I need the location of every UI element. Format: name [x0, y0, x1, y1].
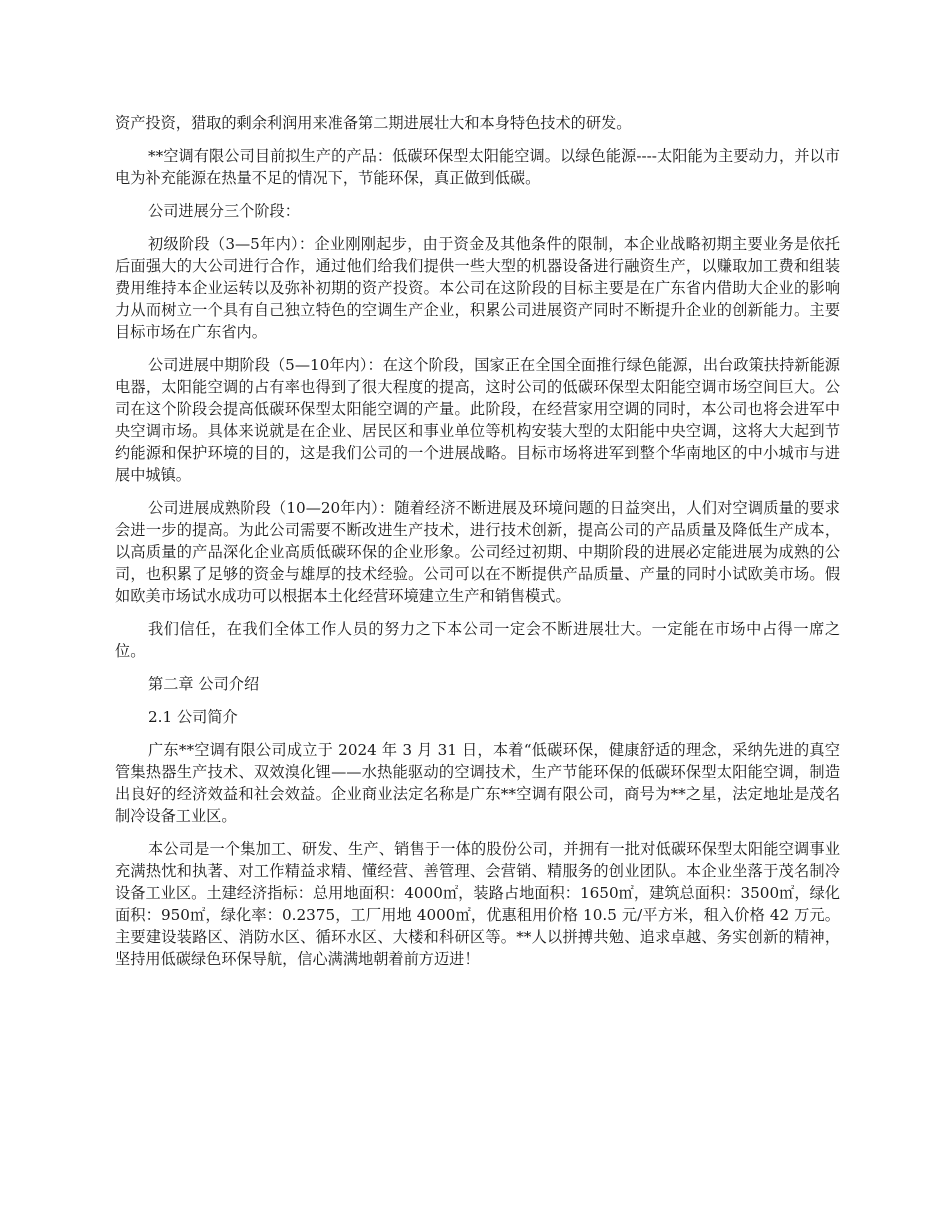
- paragraph-continuation: 资产投资，猎取的剩余利润用来准备第二期进展壮大和本身特色技术的研发。: [115, 114, 632, 132]
- paragraph-middle-stage: 公司进展中期阶段（5—10年内）：在这个阶段，国家正在全国全面推行绿色能源，出台政策扶持新能源电器，太阳能空调的占有率也得到了很大程度的提高，这时公司的低碳环保型太阳能空调市场空间巨大。公司在这个阶段会提高低碳环保型太阳能空调的产量。此阶段，在经营家用空调的同时，本公司也将会进军中央空调市场。具体来说就是在企业、居民区和事业单位等机构安装大型的太阳能中央空调，这将大大起到节约能源和保护环境的目的，这是我们公司的一个进展战略。目标市场将进军到整个华南地区的中小城市与进展中城镇。: [115, 356, 840, 484]
- paragraph-stages-intro: 公司进展分三个阶段：: [148, 202, 300, 220]
- chapter-heading: 第二章 公司介绍: [148, 675, 260, 693]
- paragraph-mature-stage: 公司进展成熟阶段（10—20年内）：随着经济不断进展及环境问题的日益突出，人们对空调质量的要求会进一步的提高。为此公司需要不断改进生产技术，进行技术创新，提高公司的产品质量及降低生产成本，以高质量的产品深化企业高质低碳环保的企业形象。公司经过初期、中期阶段的进展必定能进展为成熟的公司，也积累了足够的资金与雄厚的技术经验。公司可以在不断提供产品质量、产量的同时小试欧美市场。假如欧美市场试水成功可以根据本土化经营环境建立生产和销售模式。: [115, 499, 840, 605]
- paragraph-initial-stage: 初级阶段（3—5年内）：企业刚刚起步，由于资金及其他条件的限制，本企业战略初期主要业务是依托后面强大的大公司进行合作，通过他们给我们提供一些大型的机器设备进行融资生产，以赚取加工费和组装费用维持本企业运转以及弥补初期的资产投资。本公司在这阶段的目标主要是在广东省内借助大企业的影响力从而树立一个具有自己独立特色的空调生产企业，积累公司进展资产同时不断提升企业的创新能力。主要目标市场在广东省内。: [115, 235, 840, 341]
- document-page: [115, 112, 840, 981]
- paragraph-company-profile: 本公司是一个集加工、研发、生产、销售于一体的股份公司，并拥有一批对低碳环保型太阳能空调事业充满热忱和执著、对工作精益求精、懂经营、善管理、会营销、精服务的创业团队。本企业坐落于茂名制冷设备工业区。土建经济指标：总用地面积：4000㎡，装路占地面积：1650㎡，建筑总面积：3500㎡，绿化面积：950㎡，绿化率：0.2375，工厂用地 4000㎡，优惠租用价格 10.5 元/平方米，租入价格 42 万元。主要建设装路区、消防水区、循环水区、大楼和科研区等。**人以拼搏共勉、追求卓越、务实创新的精神，坚持用低碳绿色环保导航，信心满满地朝着前方迈进！: [115, 840, 840, 968]
- paragraph-company-founding: 广东**空调有限公司成立于 2024 年 3 月 31 日，本着“低碳环保，健康舒适的理念，采纳先进的真空管集热器生产技术、双效溴化锂——水热能驱动的空调技术，生产节能环保的低碳环保型太阳能空调，制造出良好的经济效益和社会效益。企业商业法定名称是广东**空调有限公司，商号为**之星，法定地址是茂名制冷设备工业区。: [115, 741, 840, 825]
- section-heading: 2.1 公司简介: [148, 708, 238, 726]
- paragraph-confidence: 我们信任，在我们全体工作人员的努力之下本公司一定会不断进展壮大。一定能在市场中占得一席之位。: [115, 620, 840, 660]
- paragraph-product: **空调有限公司目前拟生产的产品：低碳环保型太阳能空调。以绿色能源----太阳能为主要动力，并以市电为补充能源在热量不足的情况下，节能环保，真正做到低碳。: [115, 147, 840, 187]
